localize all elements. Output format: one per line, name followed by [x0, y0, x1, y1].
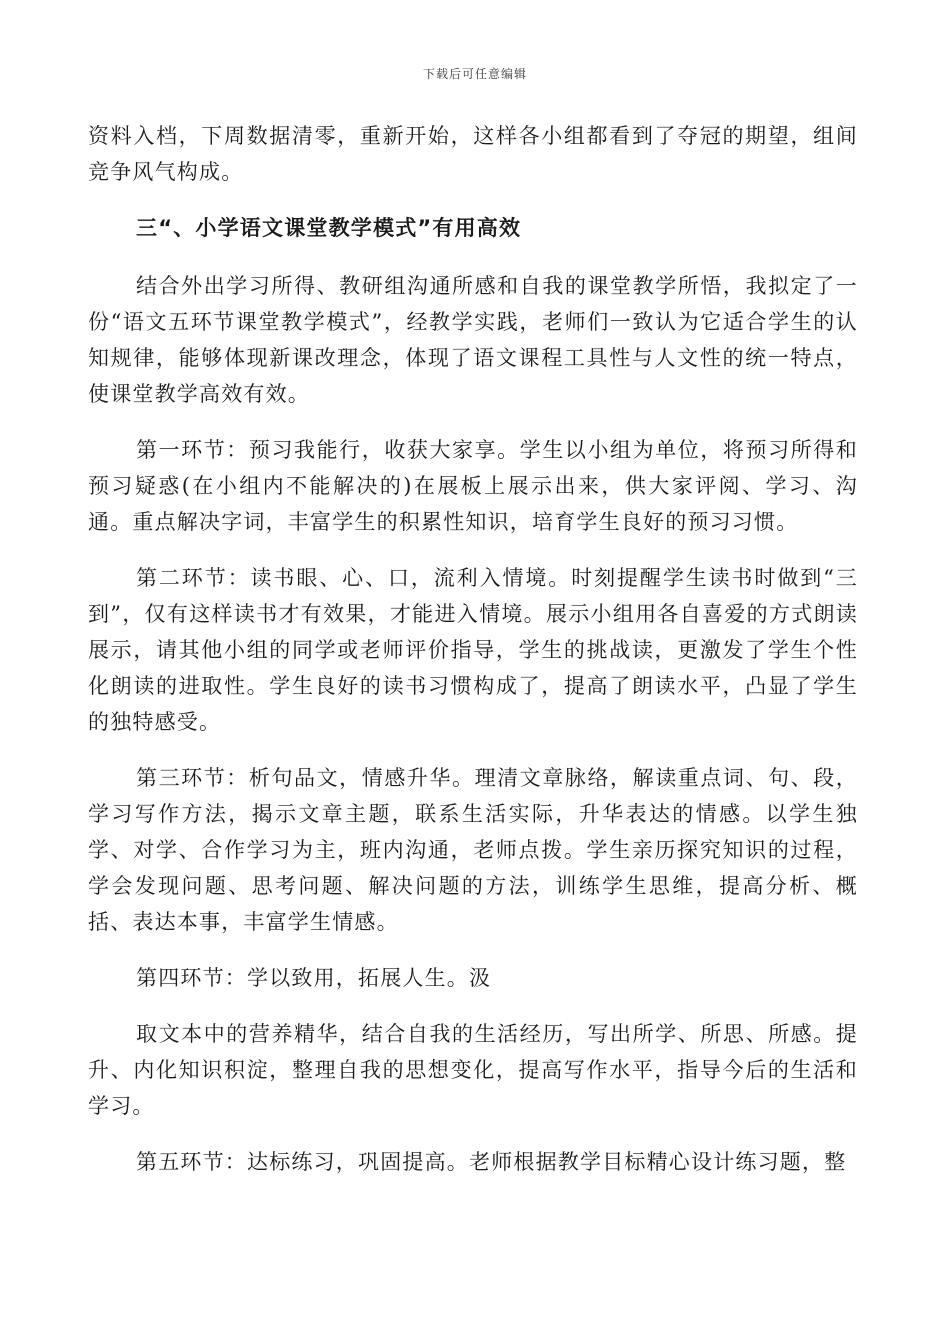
- paragraph-step-2: 第二环节：读书眼、心、口，流利入情境。时刻提醒学生读书时做到“三到”，仅有这样读书才有效果，才能进入情境。展示小组用各自喜爱的方式朗读展示，请其他小组的同学或老师评价指导，学生的挑战读，更激发了学生个性化朗读的进取性。学生良好的读书习惯构成了，提高了朗读水平，凸显了学生的独特感受。: [88, 566, 858, 734]
- paragraph-continuation: 资料入档，下周数据清零，重新开始，这样各小组都看到了夺冠的期望，组间竞争风气构成。: [88, 124, 858, 184]
- section-heading: 三“、小学语文课堂教学模式”有用高效: [136, 216, 522, 240]
- paragraph-step-5: 第五环节：达标练习，巩固提高。老师根据教学目标精心设计练习题，整: [136, 1150, 847, 1174]
- page-header: 下载后可任意编辑: [422, 67, 527, 81]
- paragraph-intro: 结合外出学习所得、教研组沟通所感和自我的课堂教学所悟，我拟定了一份“语文五环节课堂教学模式”，经教学实践，老师们一致认为它适合学生的认知规律，能够体现新课改理念，体现了语文课程工具性与人文性的统一特点，使课堂教学高效有效。: [88, 274, 858, 406]
- paragraph-step-4: 第四环节：学以致用，拓展人生。汲: [136, 966, 492, 990]
- paragraph-step-1: 第一环节：预习我能行，收获大家享。学生以小组为单位，将预习所得和预习疑惑(在小组内不能解决的)在展板上展示出来，供大家评阅、学习、沟通。重点解决字词，丰富学生的积累性知识，培育学生良好的预习习惯。: [88, 438, 858, 534]
- paragraph-step-4-continued: 取文本中的营养精华，结合自我的生活经历，写出所学、所思、所感。提升、内化知识积淀，整理自我的思想变化，提高写作水平，指导今后的生活和学习。: [88, 1022, 858, 1118]
- paragraph-step-3: 第三环节：析句品文，情感升华。理清文章脉络，解读重点词、句、段，学习写作方法，揭示文章主题，联系生活实际，升华表达的情感。以学生独学、对学、合作学习为主，班内沟通，老师点拨。学生亲历探究知识的过程，学会发现问题、思考问题、解决问题的方法，训练学生思维，提高分析、概括、表达本事，丰富学生情感。: [88, 766, 858, 934]
- document-body: [88, 118, 858, 1200]
